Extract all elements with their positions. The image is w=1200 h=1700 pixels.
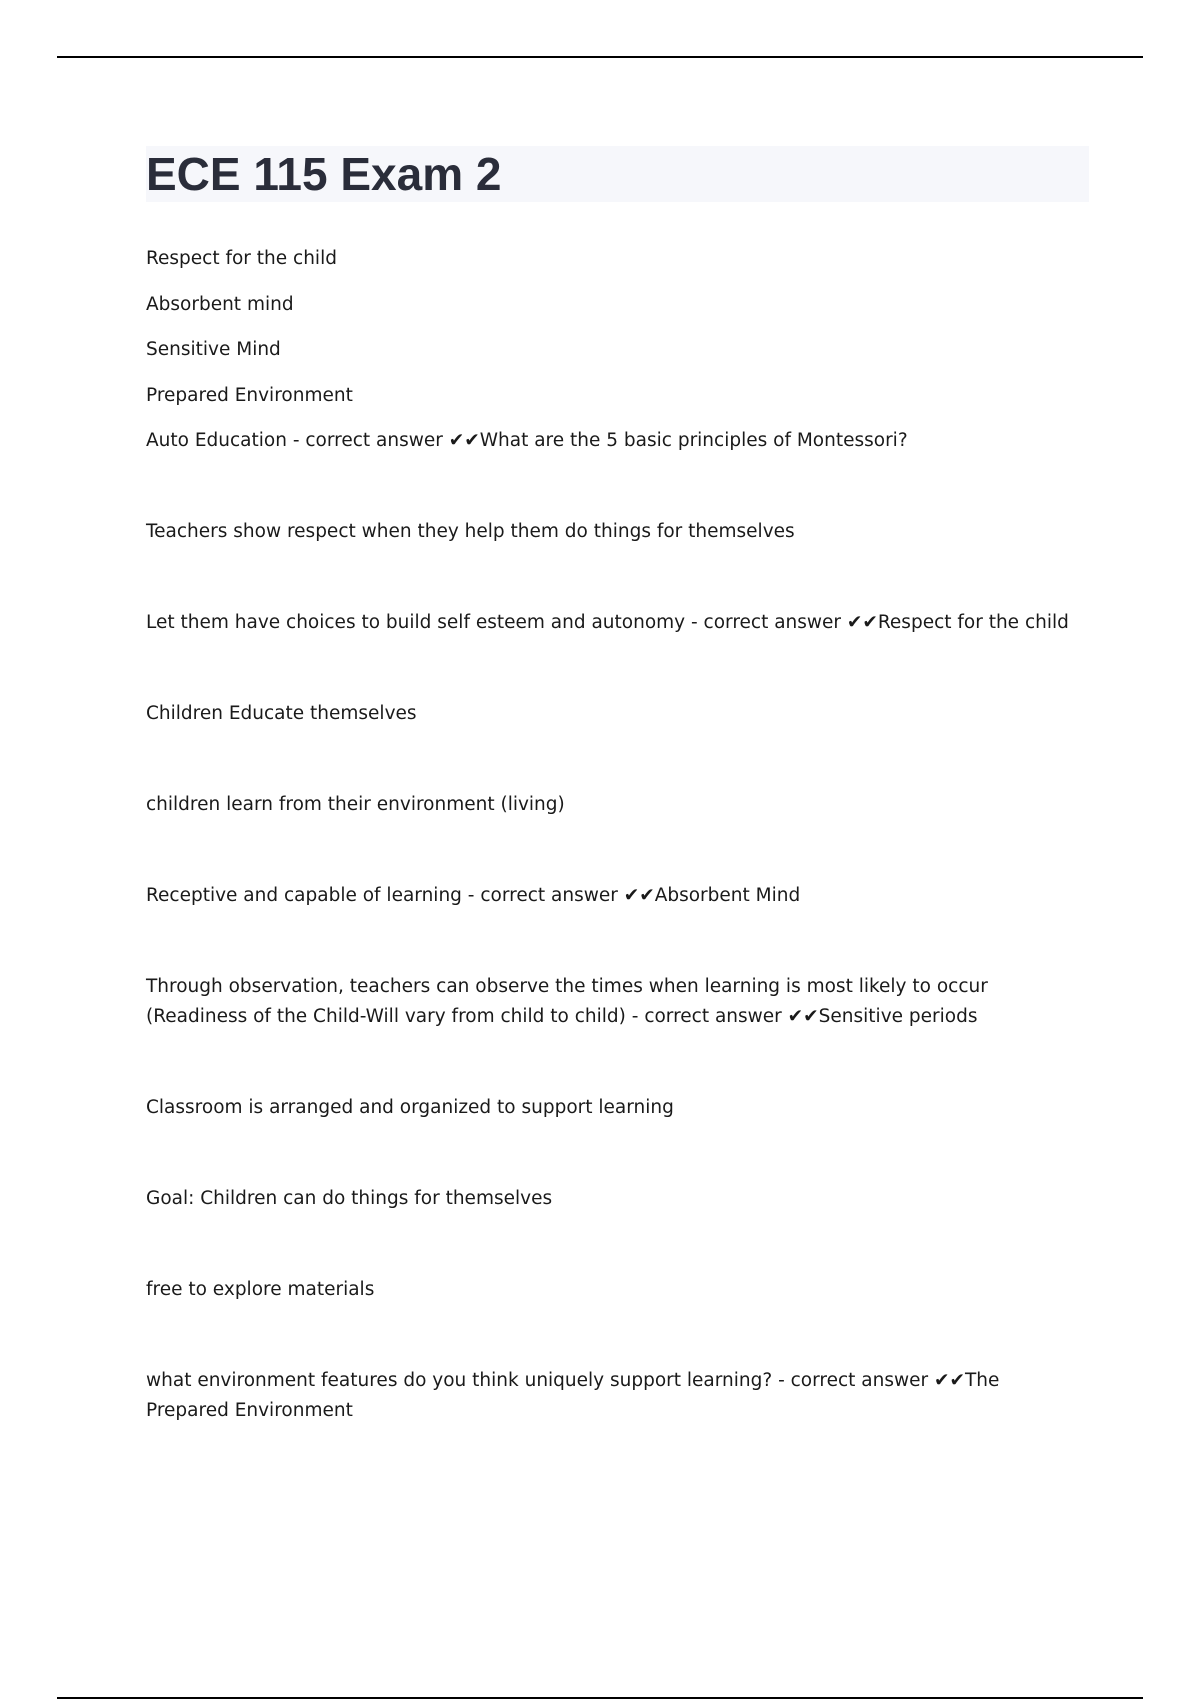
text-line-choices-answer: Let them have choices to build self esteem and autonomy - correct answer ✔✔Respect for the child (146, 612, 1069, 633)
text-line-absorbent-mind: Absorbent mind (146, 294, 294, 315)
text-line-goal: Goal: Children can do things for themselves (146, 1188, 553, 1209)
text-line-prepared-environment: Prepared Environment (146, 385, 353, 406)
text-line-observation-answer: Through observation, teachers can observe the times when learning is most likely to occur (Readiness of the Child-Will vary from child to child) - correct answer ✔✔Sensitive periods (146, 976, 988, 1027)
text-line-environment-features-answer: what environment features do you think uniquely support learning? - correct answer ✔✔The Prepared Environment (146, 1370, 1000, 1421)
text-line-teachers-show-respect: Teachers show respect when they help them do things for themselves (146, 521, 795, 542)
bottom-rule (57, 1697, 1143, 1699)
text-line-sensitive-mind: Sensitive Mind (146, 339, 281, 360)
text-line-classroom-arranged: Classroom is arranged and organized to support learning (146, 1097, 674, 1118)
text-line-free-to-explore: free to explore materials (146, 1279, 375, 1300)
text-line-respect-for-the-child: Respect for the child (146, 248, 337, 269)
document-title: ECE 115 Exam 2 (146, 148, 502, 200)
text-line-auto-education-answer: Auto Education - correct answer ✔✔What are the 5 basic principles of Montessori? (146, 430, 908, 451)
text-line-receptive-answer: Receptive and capable of learning - correct answer ✔✔Absorbent Mind (146, 885, 801, 906)
text-line-learn-from-environment: children learn from their environment (living) (146, 794, 565, 815)
top-rule (57, 56, 1143, 58)
text-line-children-educate: Children Educate themselves (146, 703, 417, 724)
